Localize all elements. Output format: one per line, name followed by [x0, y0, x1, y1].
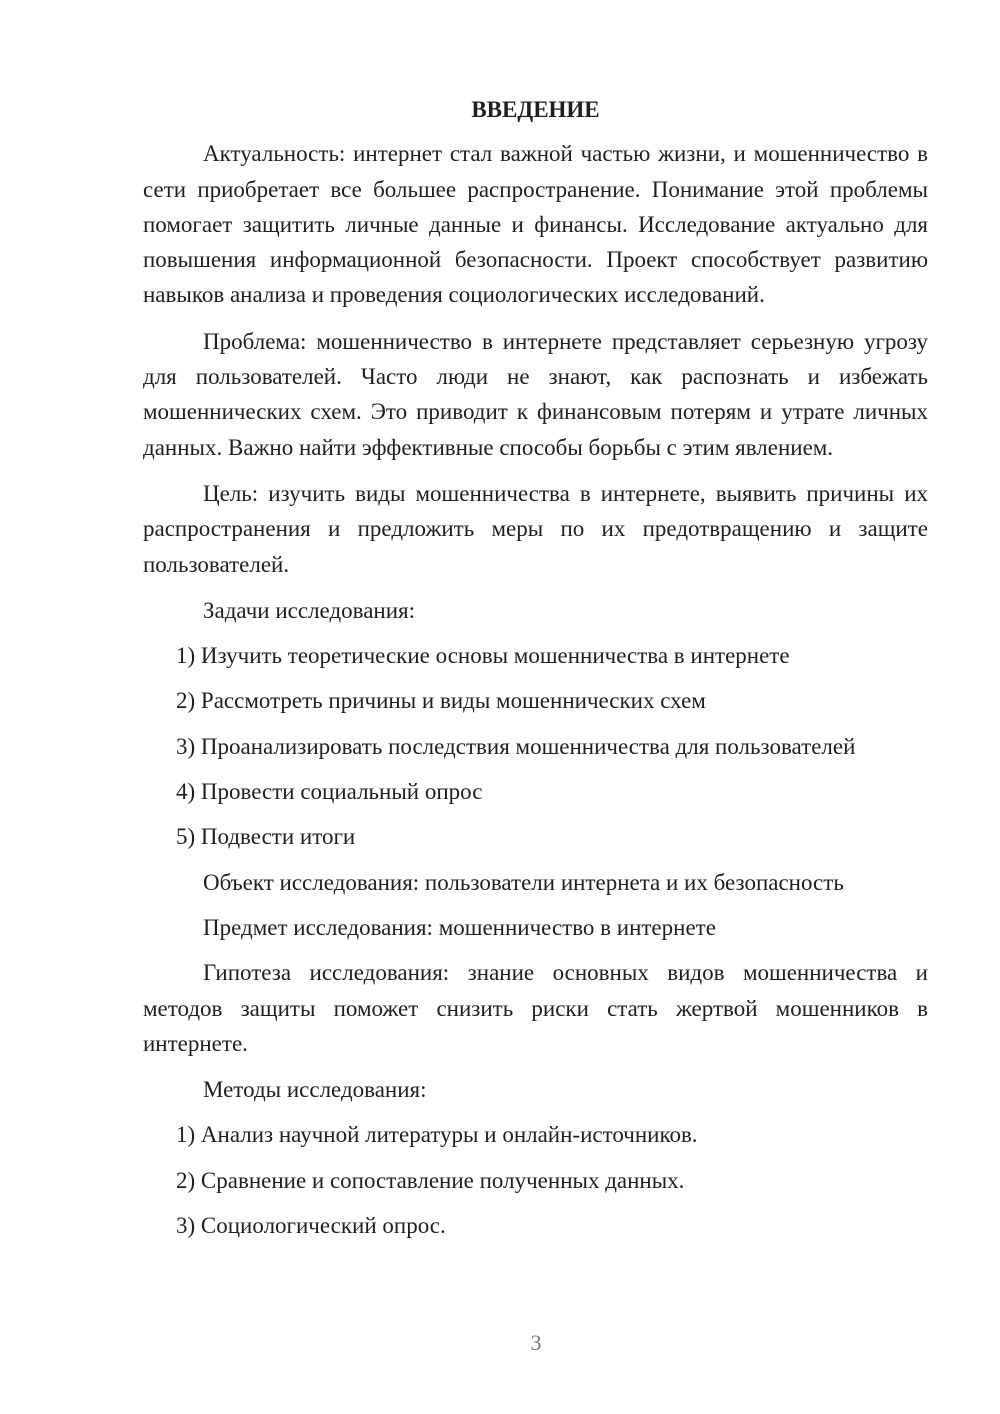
- list-item: 3) Социологический опрос.: [176, 1213, 446, 1239]
- list-item: 3) Проанализировать последствия мошенничества для пользователей: [176, 733, 856, 759]
- document-body: [143, 92, 928, 1253]
- subject-line: Предмет исследования: мошенничество в интернете: [203, 914, 716, 940]
- list-item: 2) Сравнение и сопоставление полученных данных.: [176, 1167, 685, 1193]
- list-item: 2) Рассмотреть причины и виды мошеннических схем: [176, 688, 706, 714]
- problem-paragraph: Проблема: мошенничество в интернете представляет серьезную угрозу для пользователей. Часто люди не знают, как распознать и избежать мошеннических схем. Это приводит к финансовым потерям и утрате личных данных. Важно найти эффективные способы борьбы с этим явлением.: [143, 328, 928, 460]
- list-item: 4) Провести социальный опрос: [176, 779, 483, 805]
- list-item: 1) Изучить теоретические основы мошенничества в интернете: [176, 643, 790, 669]
- tasks-list: [143, 638, 928, 854]
- methods-list: [143, 1117, 928, 1243]
- relevance-paragraph: Актуальность: интернет стал важной частью жизни, и мошенничество в сети приобретает все большее распространение. Понимание этой проблемы помогает защитить личные данные и финансы. Исследование актуально для повышения информационной безопасности. Проект способствует развитию навыков анализа и проведения социологических исследований.: [143, 141, 928, 308]
- page-number: 3: [530, 1330, 542, 1355]
- object-line: Объект исследования: пользователи интернета и их безопасность: [203, 869, 844, 895]
- goal-paragraph: Цель: изучить виды мошенничества в интернете, выявить причины их распространения и предложить меры по их предотвращению и защите пользователей.: [143, 480, 928, 577]
- page-title: ВВЕДЕНИЕ: [471, 97, 600, 122]
- hypothesis-paragraph: Гипотеза исследования: знание основных видов мошенничества и методов защиты поможет снизить риски стать жертвой мошенников в интернете.: [143, 960, 928, 1056]
- list-item: 5) Подвести итоги: [176, 824, 356, 850]
- list-item: 1) Анализ научной литературы и онлайн-источников.: [176, 1122, 698, 1148]
- tasks-heading: Задачи исследования:: [203, 597, 416, 623]
- methods-heading: Методы исследования:: [203, 1077, 427, 1103]
